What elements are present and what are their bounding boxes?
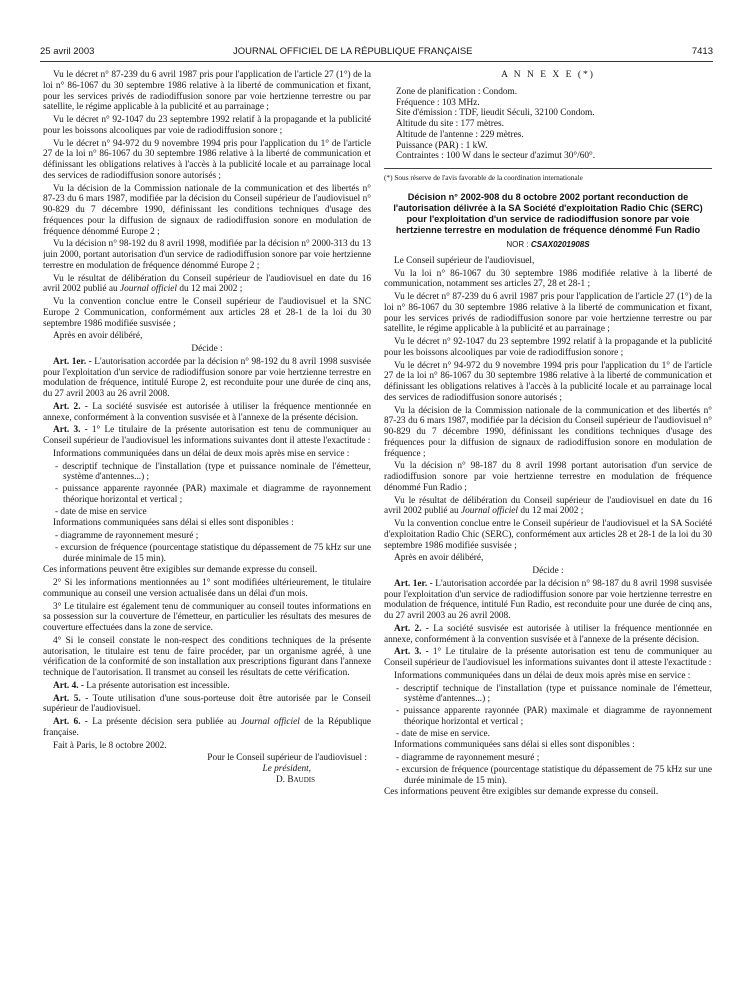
article-text: La société susvisée est autorisée à utiliser la fréquence mentionnée en annexe, conformément à la convention susvisée et à l'annexe de la présente décision. <box>384 623 712 645</box>
visa-paragraph: Vu la décision n° 98-187 du 8 avril 1998 portant autorisation d'un service de radiodiffusion sonore par voie hertzienne terrestre en modulation de fréquence dénommé Fun Radio ; <box>384 461 712 493</box>
visa-paragraph <box>43 274 371 296</box>
paragraph-2: 2° Si les informations mentionnées au 1° sont modifiées ultérieurement, le titulaire communique au conseil une version actualisée dans un délai d'un mois. <box>43 578 371 599</box>
deliberation-line: Après en avoir délibéré, <box>53 331 143 342</box>
annex-details <box>384 87 712 162</box>
article-3 <box>384 647 712 669</box>
visa-paragraph: Vu la convention conclue entre le Conseil supérieur de l'audiovisuel et la SNC Europe 2 Communication, conformément aux articles 28 et 28-1 de la loi du 30 septembre 1986 modifiée susvisée ; <box>43 297 371 329</box>
article-label: Art. 4. - <box>53 680 84 691</box>
journal-officiel-ref: Journal officiel <box>240 717 300 727</box>
decide-heading: Décide : <box>532 566 564 576</box>
left-column <box>43 70 371 980</box>
expertise-paragraph: Ces informations peuvent être exigibles sur demande expresse du conseil. <box>43 565 318 576</box>
article-label: Art. 2. - <box>394 623 429 634</box>
journal-officiel-ref: Journal officiel <box>119 284 178 295</box>
article-label: Art. 6. - <box>53 717 88 727</box>
journal-officiel-ref: Journal officiel <box>460 506 519 517</box>
article-label: Art. 2. - <box>53 401 88 412</box>
annex-line: Site d'émission : TDF, lieudit Séculi, 32100 Condom. <box>396 108 595 119</box>
right-column <box>384 70 712 980</box>
visa-paragraph: Vu la décision de la Commission nationale de la communication et des libertés n° 87-23 du 6 mars 1987, modifiée par la décision du Conseil supérieur de l'audiovisuel n° 90-829 du 7 décembre 1990, définissant les conditions techniques d'usage des fréquences pour la diffusion de signaux de radiodiffusion sonore en modulation de fréquence dénommé Europe 2 ; <box>43 183 371 237</box>
header-rule <box>40 61 713 62</box>
page-header <box>40 46 713 60</box>
visa-paragraph: Vu le décret n° 94-972 du 9 novembre 1994 pris pour l'application du 1° de l'article 27 de la loi n° 86-1067 du 30 septembre 1986 relative à la liberté de communication et définissant les obligations relatives à l'accès à la publicité locale et au parrainage local des services de radiodiffusion sonore autorisés ; <box>43 138 371 181</box>
list-item: - diagramme de rayonnement mesuré ; <box>396 753 540 763</box>
visa-paragraph: Vu le décret n° 87-239 du 6 avril 1987 pris pour l'application de l'article 27 (1°) de la loi n° 86-1067 du 30 septembre 1986 relative à la liberté de communication et fixant, pour les services privés de radiodiffusion sonore par voie hertzienne terrestre ou par satellite, le régime applicable à la publicité et au parrainage ; <box>384 292 712 335</box>
signature-name: D. Baudis <box>276 775 315 786</box>
visa-paragraph: Vu le décret n° 94-972 du 9 novembre 1994 pris pour l'application du 1° de l'article 27 de la loi n° 86-1067 du 30 septembre 1986 relative à la liberté de communication et définissant les obligations relatives à l'accès à la publicité locale et au parrainage local des services de radiodiffusion sonore autorisés ; <box>384 360 712 403</box>
visa-paragraph: Vu la loi n° 86-1067 du 30 septembre 1986 modifiée relative à la liberté de communication, notamment ses articles 27, 28 et 28-1 ; <box>384 268 712 290</box>
signature-date: Fait à Paris, le 8 octobre 2002. <box>53 740 167 751</box>
article-3 <box>43 425 371 447</box>
article-4 <box>43 681 371 692</box>
article-text: La présente décision sera publiée au <box>87 717 241 727</box>
list-item: - excursion de fréquence (pourcentage statistique du dépassement de 75 kHz sur une durée minimale de 15 min). <box>396 764 712 786</box>
header-journal-title: JOURNAL OFFICIEL DE LA RÉPUBLIQUE FRANÇAISE <box>233 46 473 57</box>
article-1 <box>43 357 371 400</box>
article-text: L'autorisation accordée par la décision n° 98-187 du 8 avril 1998 susvisée pour l'exploitation d'un service de radiodiffusion sonore par voie hertzienne terrestre en modulation de fréquence, intitulé Fun Radio, est reconduite pour une durée de cinq ans, du 27 avril 2003 au 26 avril 2008. <box>384 578 712 621</box>
list-item: - date de mise en service <box>55 506 147 517</box>
article-label: Art. 3. - <box>394 647 429 658</box>
list-item: - diagramme de rayonnement mesuré ; <box>55 531 199 541</box>
article-text: La présente autorisation est incessible. <box>83 680 230 691</box>
expertise-paragraph: Ces informations peuvent être exigibles sur demande expresse du conseil. <box>384 787 659 798</box>
annex-title: A N N E X E (*) <box>501 70 595 80</box>
nor-label: NOR : <box>506 240 531 249</box>
visa-paragraph: Vu le décret n° 92-1047 du 23 septembre 1992 relatif à la propagande et la publicité pour les boissons alcooliques par voie de radiodiffusion sonore ; <box>43 115 371 136</box>
visa-text: Vu le résultat de délibération du Conseil supérieur de l'audiovisuel en date du 16 avril 2002 publié au <box>43 273 371 295</box>
article-1 <box>384 579 712 622</box>
header-page-number: 7413 <box>691 46 713 57</box>
article-text: 1° Le titulaire de la présente autorisation est tenu de communiquer au Conseil supérieur de l'audiovisuel les informations suivantes dont il atteste l'exactitude : <box>43 425 371 446</box>
article-label: Art. 1er. - <box>394 578 433 589</box>
visa-paragraph: Vu la convention conclue entre le Conseil supérieur de l'audiovisuel et la SA Société d'exploitation Radio Chic (SERC), conformément aux articles 28 et 28-1 de la loi du 30 septembre 1986 modifiée susvisée ; <box>384 519 712 551</box>
decision-title: Décision n° 2002-908 du 8 octobre 2002 portant reconduction de l'autorisation délivrée à la SA Société d'exploitation Radio Chic (SERC) pour l'exploitation d'un service de radiodiffusion sonore par voie hertzienne terrestre en modulation de fréquence dénommé Fun Radio <box>393 192 703 235</box>
list-item: - descriptif technique de l'installation (type et puissance nominale de l'émetteur, système d'antennes...) ; <box>396 683 712 705</box>
annex-footnote: (*) Sous réserve de l'avis favorable de la coordination internationale <box>384 173 583 182</box>
footnote-rule <box>384 168 712 169</box>
list-item: - date de mise en service. <box>396 728 490 739</box>
info-nodelay-heading: Informations communiquées sans délai si elles sont disponibles : <box>53 518 294 529</box>
article-label: Art. 5. - <box>53 693 89 704</box>
annex-line: Contraintes : 100 W dans le secteur d'azimut 30°/60°. <box>396 151 596 162</box>
article-text: L'autorisation accordée par la décision n° 98-192 du 8 avril 1998 susvisée pour l'exploitation d'un service de radiodiffusion sonore par voie hertzienne terrestre en modulation de fréquence, intitulé Europe 2, est reconduite pour une durée de cinq ans, du 27 avril 2003 au 26 avril 2008. <box>43 356 371 399</box>
article-2 <box>43 402 371 424</box>
visa-paragraph: Vu le décret n° 87-239 du 6 avril 1987 pris pour l'application de l'article 27 (1°) de la loi n° 86-1067 du 30 septembre 1986 relative à la liberté de communication et fixant, pour les services privés de radiodiffusion sonore par voie hertzienne terrestre ou par satellite, le régime applicable à la publicité et au parrainage ; <box>43 70 371 113</box>
visa-paragraph: Vu la décision de la Commission nationale de la communication et des libertés n° 87-23 du 6 mars 1987, modifiée par la décision du Conseil supérieur de l'audiovisuel n° 90-829 du 7 décembre 1990, définissant les conditions techniques d'usage des fréquences pour la diffusion de signaux de radiodiffusion sonore en modulation de fréquence ; <box>384 405 712 459</box>
nor-reference <box>384 240 712 251</box>
paragraph-3: 3° Le titulaire est également tenu de communiquer au conseil toutes informations en sa possession sur la couverture de l'émetteur, en particulier les résultats des mesures de couverture effectuées dans la zone de service. <box>43 601 371 633</box>
annex-line: Fréquence : 103 MHz. <box>396 97 480 108</box>
annex-line: Altitude du site : 177 mètres. <box>396 119 504 129</box>
header-date: 25 avril 2003 <box>40 46 95 57</box>
annex-line: Zone de planification : Condom. <box>396 86 518 97</box>
visa-paragraph: Vu la décision n° 98-192 du 8 avril 1998, modifiée par la décision n° 2000-313 du 13 juin 2000, portant autorisation d'un service de radiodiffusion sonore par voie hertzienne terrestre en modulation de fréquence dénommé Europe 2 ; <box>43 239 371 271</box>
info-delay-heading: Informations communiquées dans un délai de deux mois après mise en service : <box>53 448 350 459</box>
signature-line: Pour le Conseil supérieur de l'audiovisuel : <box>207 753 367 764</box>
article-text-tail: de la République française. <box>43 717 371 738</box>
signature-title-row <box>43 764 367 775</box>
list-item: - puissance apparente rayonnée (PAR) maximale et diagramme de rayonnement théorique horizontal et vertical ; <box>55 484 371 505</box>
paragraph-4: 4° Si le conseil constate le non-respect des conditions techniques de la présente autorisation, le titulaire est tenu de faire procéder, par un organisme agréé, à une vérification de la conformité de son installation aux prescriptions figurant dans l'annexe technique de l'autorisation. Il transmet au conseil les résultats de cette vérification. <box>43 635 371 678</box>
nor-code: CSAX0201908S <box>530 240 590 249</box>
article-label: Art. 1er. - <box>53 356 92 367</box>
council-intro: Le Conseil supérieur de l'audiovisuel, <box>394 255 535 266</box>
visa-text-tail: du 12 mai 2002 ; <box>177 284 243 295</box>
article-5 <box>43 694 371 716</box>
annex-line: Altitude de l'antenne : 229 mètres. <box>396 129 524 140</box>
article-text: 1° Le titulaire de la présente autorisation est tenu de communiquer au Conseil supérieur de l'audiovisuel les informations suivantes dont il atteste l'exactitude : <box>384 647 712 668</box>
visa-paragraph <box>384 496 712 518</box>
article-text: Toute utilisation d'une sous-porteuse doit être autorisée par le Conseil supérieur de l'audiovisuel. <box>43 693 371 715</box>
article-label: Art. 3. - <box>53 425 88 436</box>
list-item: - puissance apparente rayonnée (PAR) maximale et diagramme de rayonnement théorique horizontal et vertical ; <box>396 706 712 727</box>
visa-text-tail: du 12 mai 2002 ; <box>518 506 584 517</box>
signature-title: Le président, <box>262 764 311 775</box>
signature-block <box>43 753 371 786</box>
decide-heading: Décide : <box>191 344 223 354</box>
list-item: - excursion de fréquence (pourcentage statistique du dépassement de 75 kHz sur une durée minimale de 15 min). <box>55 542 371 564</box>
deliberation-line: Après en avoir délibéré, <box>394 553 484 564</box>
info-delay-heading: Informations communiquées dans un délai de deux mois après mise en service : <box>394 670 691 681</box>
visa-paragraph: Vu le décret n° 92-1047 du 23 septembre 1992 relatif à la propagande et la publicité pour les boissons alcooliques par voie de radiodiffusion sonore ; <box>384 337 712 358</box>
annex-line: Puissance (PAR) : 1 kW. <box>396 140 488 151</box>
list-item: - descriptif technique de l'installation (type et puissance nominale de l'émetteur, système d'antennes...) ; <box>55 461 371 483</box>
visa-text: Vu le résultat de délibération du Conseil supérieur de l'audiovisuel en date du 16 avril 2002 publié au <box>384 495 712 517</box>
article-text: La société susvisée est autorisée à utiliser la fréquence mentionnée en annexe, conformément à la convention susvisée et à l'annexe de la présente décision. <box>43 401 371 423</box>
info-nodelay-heading: Informations communiquées sans délai si elles sont disponibles : <box>394 740 635 751</box>
article-6 <box>43 717 371 739</box>
article-2 <box>384 624 712 646</box>
